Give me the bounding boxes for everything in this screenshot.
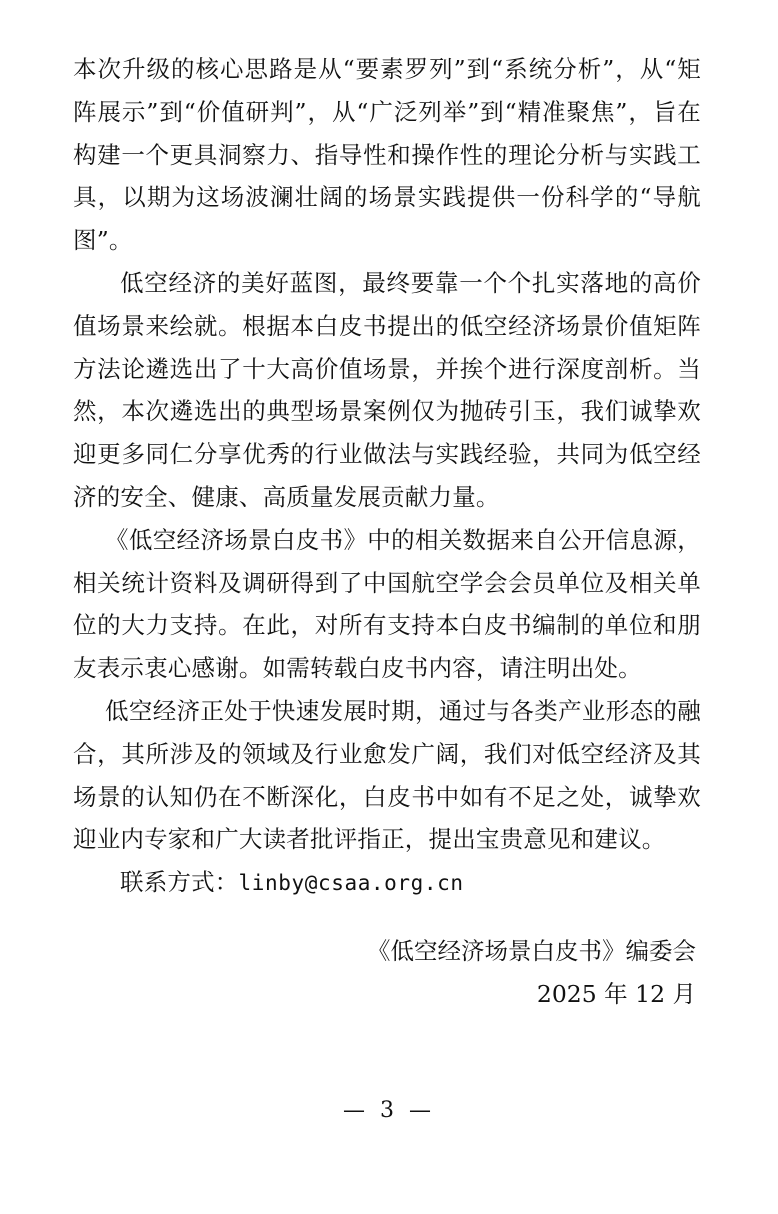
contact-line xyxy=(73,861,701,905)
page-number: — 3 — xyxy=(343,1098,435,1123)
contact-email: linby@csaa.org.cn xyxy=(238,871,464,896)
paragraph-feedback-invitation: 低空经济正处于快速发展时期，通过与各类产业形态的融合，其所涉及的领域及行业愈发广阔，我们对低空经济及其场景的认知仍在不断深化，白皮书中如有不足之处，诚挚欢迎业内专家和广大读者批评指正，提出宝贵意见和建议。 xyxy=(73,696,701,854)
paragraph-high-value-scenarios: 低空经济的美好蓝图，最终要靠一个个扎实落地的高价值场景来绘就。根据本白皮书提出的低空经济场景价值矩阵方法论遴选出了十大高价值场景，并挨个进行深度剖析。当然，本次遴选出的典型场景案例仅为抛砖引玉，我们诚挚欢迎更多同仁分享优秀的行业做法与实践经验，共同为低空经济的安全、健康、高质量发展贡献力量。 xyxy=(73,268,701,511)
signature-organization: 《低空经济场景白皮书》编委会 xyxy=(367,937,696,965)
paragraph-data-sources: 《低空经济场景白皮书》中的相关数据来自公开信息源，相关统计资料及调研得到了中国航空学会会员单位及相关单位的大力支持。在此，对所有支持本白皮书编制的单位和朋友表示衷心感谢。如需转载白皮书内容，请注明出处。 xyxy=(73,525,701,683)
signature-date: 2025 年 12 月 xyxy=(536,980,696,1008)
signature-block xyxy=(367,930,696,1016)
contact-label: 联系方式： xyxy=(120,868,239,897)
paragraph-upgrade-approach: 本次升级的核心思路是从“要素罗列”到“系统分析”，从“矩阵展示”到“价值研判”，从“广泛列举”到“精准聚焦”，旨在构建一个更具洞察力、指导性和操作性的理论分析与实践工具，以期为这场波澜壮阔的场景实践提供一份科学的“导航图”。 xyxy=(73,55,701,255)
document-body xyxy=(73,48,701,905)
